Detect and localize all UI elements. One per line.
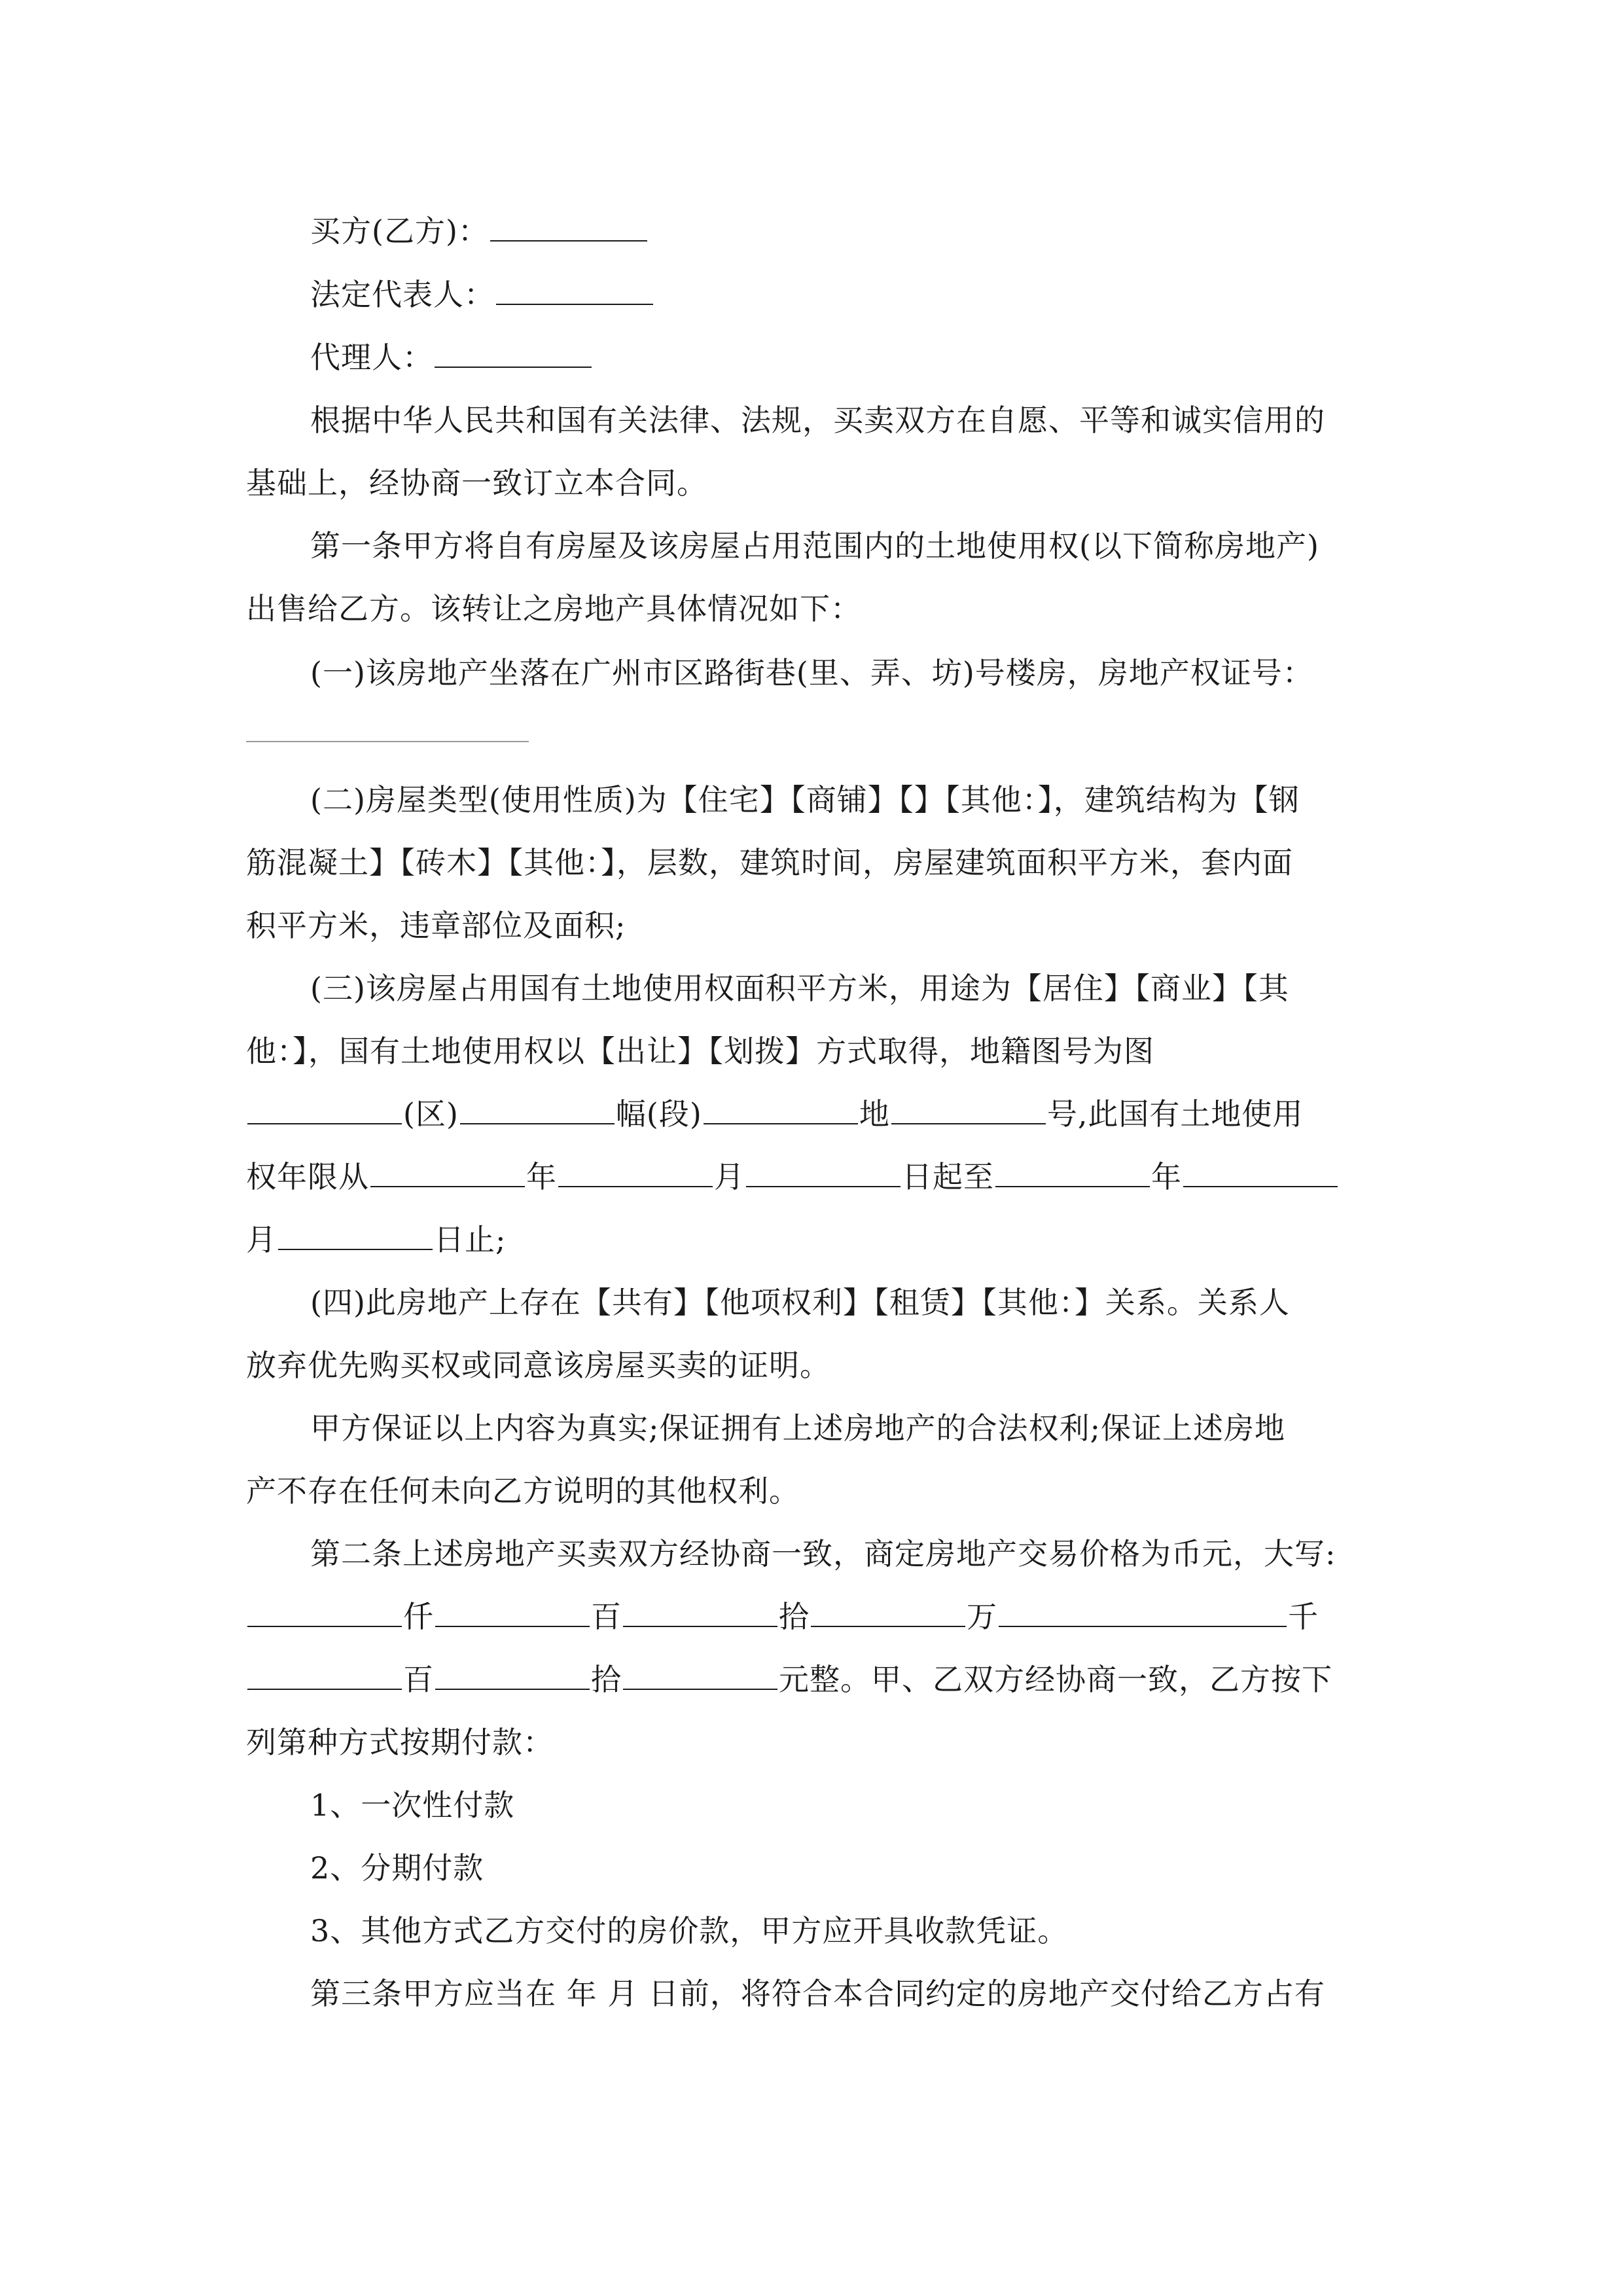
buyer-label: 买方(乙方)：	[310, 213, 489, 249]
unit-bai2: 百	[403, 1662, 434, 1697]
amount-bai-blank[interactable]	[435, 1597, 590, 1627]
buyer-field	[310, 211, 649, 251]
start-month-blank[interactable]	[558, 1157, 713, 1187]
end-month-text: 月	[246, 1222, 277, 1257]
agent-label: 代理人：	[310, 340, 433, 375]
section-blank[interactable]	[704, 1094, 858, 1124]
payment-option-2: 2、分期付款	[310, 1850, 484, 1886]
end-year-blank[interactable]	[995, 1157, 1150, 1187]
lot-blank[interactable]	[891, 1094, 1046, 1124]
end-day-text: 日止;	[434, 1222, 507, 1257]
buyer-blank[interactable]	[490, 211, 647, 242]
article1-item2-line-2: 筋混凝土】【砖木】【其他：】，层数，建筑时间，房屋建筑面积平方米，套内面	[246, 845, 1293, 880]
district-blank[interactable]	[460, 1094, 615, 1124]
guarantee-line-1: 甲方保证以上内容为真实;保证拥有上述房地产的合法权利;保证上述房地	[310, 1410, 1285, 1446]
legal-rep-label: 法定代表人：	[310, 277, 495, 312]
legal-rep-blank[interactable]	[496, 275, 653, 305]
lot-text: 地	[859, 1096, 890, 1132]
amount-shi-blank[interactable]	[623, 1597, 777, 1627]
article2-line-1: 第二条上述房地产买卖双方经协商一致，商定房地产交易价格为币元，大写:	[310, 1536, 1336, 1571]
article1-item3-line-4	[246, 1157, 1339, 1196]
article1-item3-line-5	[246, 1220, 507, 1259]
article1-item2-line-3: 积平方米，违章部位及面积;	[246, 908, 626, 943]
preamble-line-2: 基础上，经协商一致订立本合同。	[246, 465, 707, 501]
unit-qian2: 千	[1288, 1599, 1319, 1634]
unit-qian: 仟	[403, 1599, 434, 1634]
article1-item1: (一)该房地产坐落在广州市区路街巷(里、弄、坊)号楼房，房地产权证号：	[310, 655, 1313, 691]
year-text: 年	[526, 1159, 557, 1194]
amount-tail-text: 元整。甲、乙双方经协商一致，乙方按下	[779, 1662, 1332, 1697]
article2-line-4: 列第种方式按期付款：	[246, 1725, 554, 1760]
article1-item2-line-1: (二)房屋类型(使用性质)为【住宅】【商铺】【】【其他：】，建筑结构为【钢	[310, 782, 1300, 817]
day-until-text: 日起至	[902, 1159, 994, 1194]
payment-option-1: 1、一次性付款	[310, 1787, 515, 1823]
unit-shi: 拾	[779, 1599, 810, 1634]
amount-yuan-blank[interactable]	[623, 1660, 777, 1690]
amount-qian-blank[interactable]	[247, 1597, 402, 1627]
amount-qian2-blank[interactable]	[999, 1597, 1287, 1627]
guarantee-line-2: 产不存在任何未向乙方说明的其他权利。	[246, 1473, 800, 1509]
amount-shi2-blank[interactable]	[435, 1660, 590, 1690]
preamble-line-1: 根据中华人民共和国有关法律、法规，买卖双方在自愿、平等和诚实信用的	[310, 403, 1325, 438]
payment-option-3: 3、其他方式乙方交付的房价款，甲方应开具收款凭证。	[310, 1913, 1069, 1948]
agent-blank[interactable]	[435, 338, 592, 368]
legal-rep-field	[310, 275, 654, 314]
start-day-blank[interactable]	[746, 1157, 901, 1187]
article2-amount-line-1	[246, 1597, 1319, 1636]
start-year-blank[interactable]	[370, 1157, 525, 1187]
agent-field	[310, 338, 593, 377]
unit-wan: 万	[967, 1599, 997, 1634]
district-text: (区)	[403, 1096, 459, 1132]
article1-item3-line-2: 他：】，国有土地使用权以【出让】【划拨】方式取得，地籍图号为图	[246, 1033, 1154, 1069]
unit-bai: 百	[591, 1599, 622, 1634]
article1-line-1: 第一条甲方将自有房屋及该房屋占用范围内的土地使用权(以下简称房地产)	[310, 528, 1319, 564]
article1-line-2: 出售给乙方。该转让之房地产具体情况如下：	[246, 591, 861, 626]
end-month-blank[interactable]	[1183, 1157, 1338, 1187]
article2-amount-line-2	[246, 1660, 1332, 1699]
article1-item4-line-1: (四)此房地产上存在【共有】【他项权利】【租赁】【其他：】关系。关系人	[310, 1285, 1290, 1320]
month-text: 月	[714, 1159, 745, 1194]
amount-bai2-blank[interactable]	[247, 1660, 402, 1690]
map-number-blank[interactable]	[247, 1094, 402, 1124]
end-year-text: 年	[1151, 1159, 1182, 1194]
section-text: 幅(段)	[615, 1096, 702, 1132]
certificate-number-rule[interactable]	[246, 741, 529, 742]
article1-item4-line-2: 放弃优先购买权或同意该房屋买卖的证明。	[246, 1348, 830, 1383]
amount-wan-blank[interactable]	[811, 1597, 965, 1627]
article3-line-1: 第三条甲方应当在 年 月 日前，将符合本合同约定的房地产交付给乙方占有	[310, 1976, 1325, 2011]
unit-shi2: 拾	[591, 1662, 622, 1697]
article1-item3-line-1: (三)该房屋占用国有土地使用权面积平方米，用途为【居住】【商业】【其	[310, 971, 1289, 1006]
end-day-blank[interactable]	[278, 1220, 433, 1250]
number-text: 号,此国有土地使用	[1046, 1096, 1304, 1132]
article1-item3-line-3	[246, 1094, 1303, 1134]
term-from-text: 权年限从	[246, 1159, 369, 1194]
